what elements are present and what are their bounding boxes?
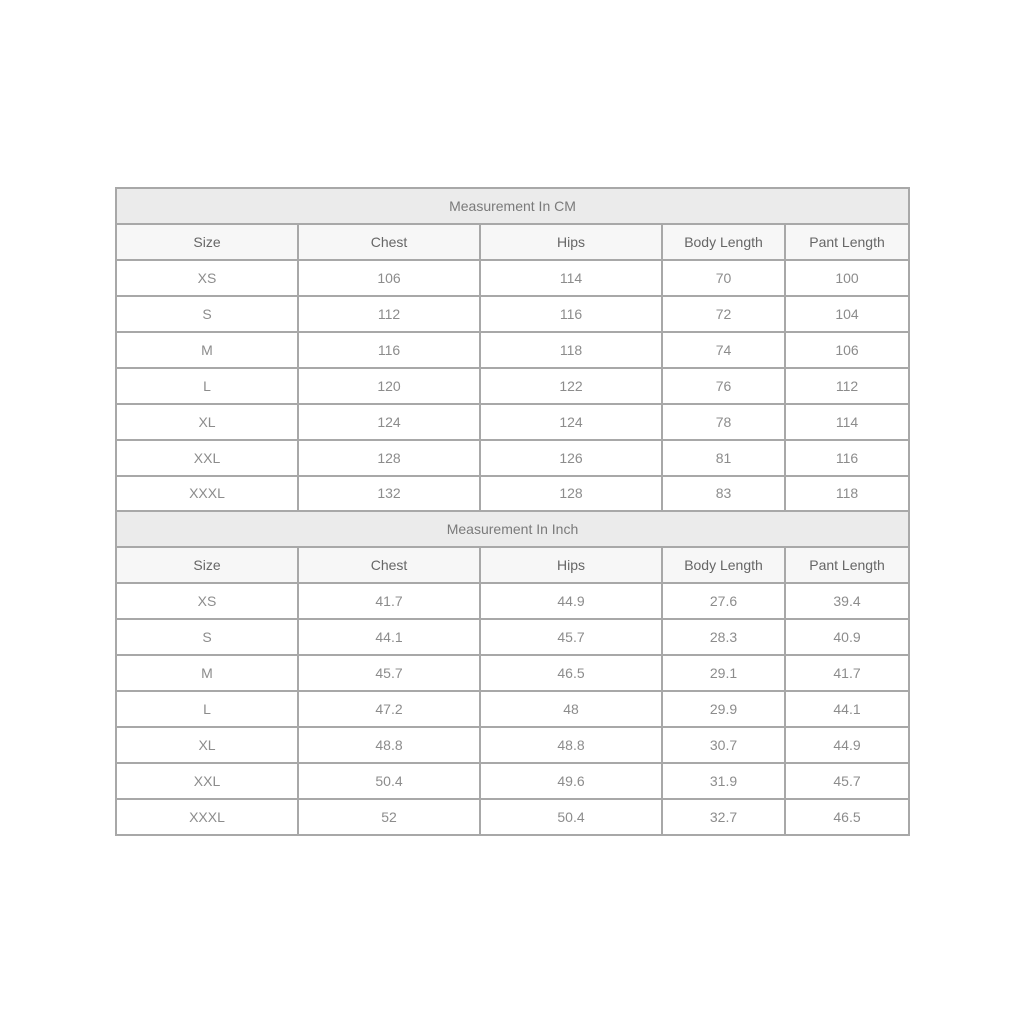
size-chart-table bbox=[115, 187, 910, 836]
measurement-cell: 128 bbox=[480, 476, 662, 512]
column-header: Size bbox=[116, 224, 298, 260]
size-label-cell: L bbox=[116, 368, 298, 404]
measurement-cell: 126 bbox=[480, 440, 662, 476]
section-title-row bbox=[116, 188, 909, 224]
measurement-cell: 39.4 bbox=[785, 583, 909, 619]
measurement-cell: 120 bbox=[298, 368, 480, 404]
section-title-row bbox=[116, 511, 909, 547]
measurement-cell: 114 bbox=[480, 260, 662, 296]
column-header: Chest bbox=[298, 224, 480, 260]
measurement-cell: 45.7 bbox=[480, 619, 662, 655]
size-label-cell: XL bbox=[116, 727, 298, 763]
column-header-row bbox=[116, 224, 909, 260]
size-label-cell: S bbox=[116, 619, 298, 655]
measurement-cell: 44.9 bbox=[480, 583, 662, 619]
measurement-cell: 27.6 bbox=[662, 583, 785, 619]
measurement-cell: 112 bbox=[785, 368, 909, 404]
measurement-cell: 83 bbox=[662, 476, 785, 512]
size-label-cell: XS bbox=[116, 583, 298, 619]
column-header: Body Length bbox=[662, 547, 785, 583]
section-title: Measurement In Inch bbox=[116, 511, 909, 547]
measurement-cell: 41.7 bbox=[785, 655, 909, 691]
column-header: Size bbox=[116, 547, 298, 583]
measurement-cell: 41.7 bbox=[298, 583, 480, 619]
measurement-cell: 124 bbox=[480, 404, 662, 440]
size-label-cell: XXL bbox=[116, 763, 298, 799]
measurement-cell: 49.6 bbox=[480, 763, 662, 799]
measurement-cell: 114 bbox=[785, 404, 909, 440]
table-row bbox=[116, 332, 909, 368]
measurement-cell: 70 bbox=[662, 260, 785, 296]
measurement-cell: 40.9 bbox=[785, 619, 909, 655]
measurement-cell: 44.1 bbox=[785, 691, 909, 727]
measurement-cell: 48 bbox=[480, 691, 662, 727]
measurement-cell: 48.8 bbox=[480, 727, 662, 763]
table-row bbox=[116, 691, 909, 727]
size-label-cell: L bbox=[116, 691, 298, 727]
column-header: Body Length bbox=[662, 224, 785, 260]
column-header: Chest bbox=[298, 547, 480, 583]
measurement-cell: 72 bbox=[662, 296, 785, 332]
size-label-cell: XXXL bbox=[116, 476, 298, 512]
size-label-cell: M bbox=[116, 332, 298, 368]
table-row bbox=[116, 260, 909, 296]
measurement-cell: 118 bbox=[785, 476, 909, 512]
size-label-cell: XS bbox=[116, 260, 298, 296]
measurement-cell: 28.3 bbox=[662, 619, 785, 655]
measurement-cell: 30.7 bbox=[662, 727, 785, 763]
measurement-cell: 104 bbox=[785, 296, 909, 332]
measurement-cell: 50.4 bbox=[480, 799, 662, 835]
measurement-cell: 48.8 bbox=[298, 727, 480, 763]
measurement-cell: 31.9 bbox=[662, 763, 785, 799]
section-title: Measurement In CM bbox=[116, 188, 909, 224]
measurement-cell: 29.1 bbox=[662, 655, 785, 691]
measurement-cell: 106 bbox=[298, 260, 480, 296]
column-header-row bbox=[116, 547, 909, 583]
table-row bbox=[116, 440, 909, 476]
measurement-cell: 76 bbox=[662, 368, 785, 404]
measurement-cell: 116 bbox=[298, 332, 480, 368]
measurement-cell: 100 bbox=[785, 260, 909, 296]
size-label-cell: XXL bbox=[116, 440, 298, 476]
size-label-cell: M bbox=[116, 655, 298, 691]
column-header: Pant Length bbox=[785, 224, 909, 260]
measurement-cell: 46.5 bbox=[785, 799, 909, 835]
measurement-cell: 124 bbox=[298, 404, 480, 440]
measurement-cell: 47.2 bbox=[298, 691, 480, 727]
measurement-cell: 106 bbox=[785, 332, 909, 368]
measurement-cell: 78 bbox=[662, 404, 785, 440]
column-header: Hips bbox=[480, 547, 662, 583]
table-row bbox=[116, 763, 909, 799]
table-row bbox=[116, 799, 909, 835]
measurement-cell: 112 bbox=[298, 296, 480, 332]
measurement-cell: 45.7 bbox=[298, 655, 480, 691]
measurement-cell: 44.9 bbox=[785, 727, 909, 763]
table-row bbox=[116, 404, 909, 440]
measurement-cell: 118 bbox=[480, 332, 662, 368]
size-chart-body bbox=[116, 188, 909, 835]
measurement-cell: 50.4 bbox=[298, 763, 480, 799]
measurement-cell: 81 bbox=[662, 440, 785, 476]
size-label-cell: XXXL bbox=[116, 799, 298, 835]
size-label-cell: XL bbox=[116, 404, 298, 440]
measurement-cell: 122 bbox=[480, 368, 662, 404]
table-row bbox=[116, 476, 909, 512]
measurement-cell: 44.1 bbox=[298, 619, 480, 655]
table-row bbox=[116, 296, 909, 332]
table-row bbox=[116, 583, 909, 619]
column-header: Pant Length bbox=[785, 547, 909, 583]
table-row bbox=[116, 619, 909, 655]
measurement-cell: 32.7 bbox=[662, 799, 785, 835]
measurement-cell: 128 bbox=[298, 440, 480, 476]
column-header: Hips bbox=[480, 224, 662, 260]
measurement-cell: 132 bbox=[298, 476, 480, 512]
table-row bbox=[116, 368, 909, 404]
size-label-cell: S bbox=[116, 296, 298, 332]
measurement-cell: 116 bbox=[480, 296, 662, 332]
table-row bbox=[116, 727, 909, 763]
measurement-cell: 29.9 bbox=[662, 691, 785, 727]
measurement-cell: 52 bbox=[298, 799, 480, 835]
measurement-cell: 46.5 bbox=[480, 655, 662, 691]
table-row bbox=[116, 655, 909, 691]
measurement-cell: 45.7 bbox=[785, 763, 909, 799]
measurement-cell: 74 bbox=[662, 332, 785, 368]
measurement-cell: 116 bbox=[785, 440, 909, 476]
